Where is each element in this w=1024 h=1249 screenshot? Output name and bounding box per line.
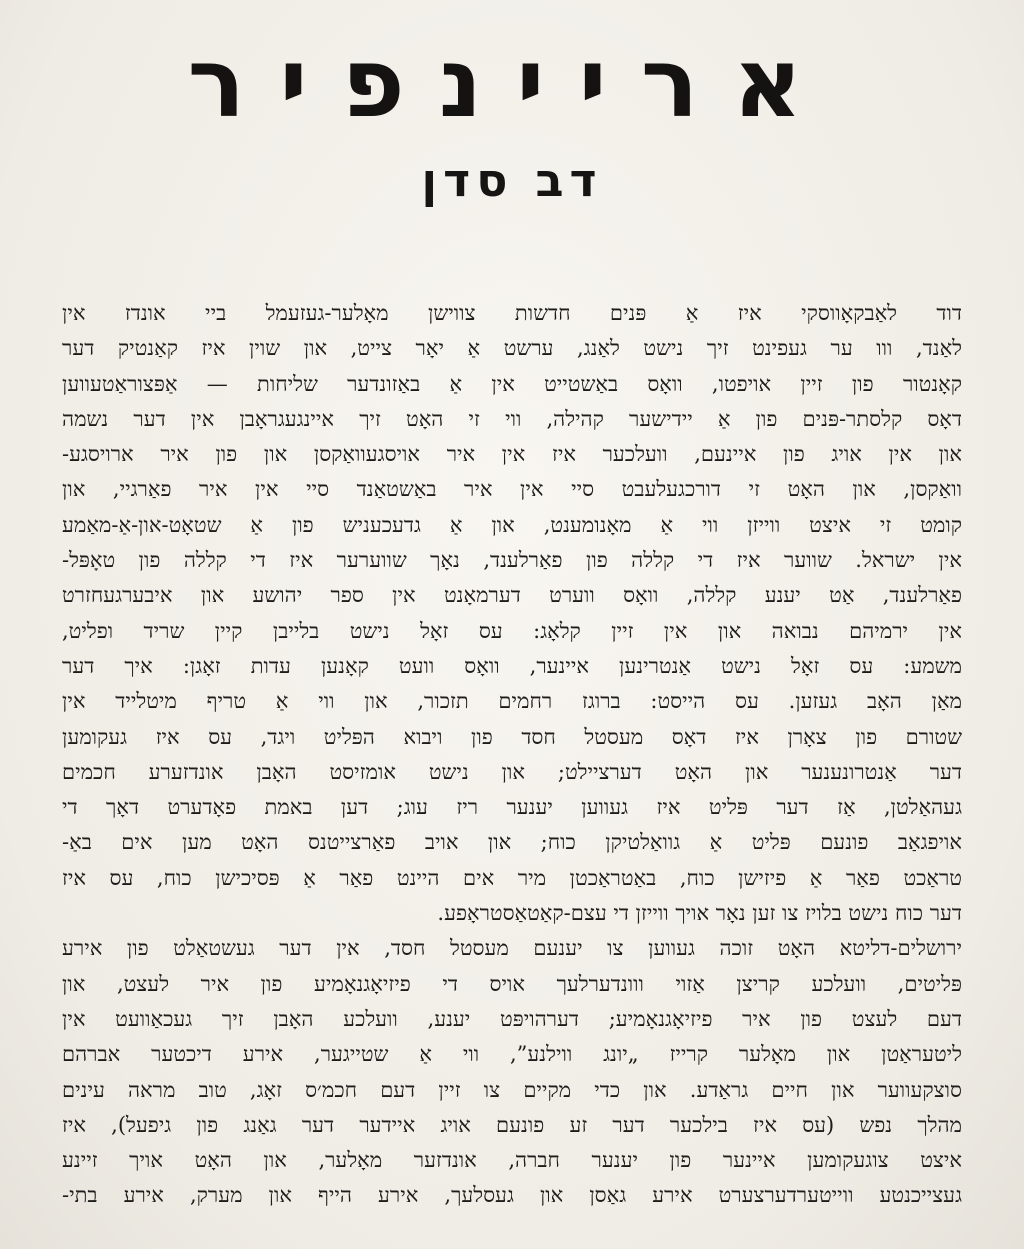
- page-title: אריינפיר: [187, 27, 837, 139]
- text-line: קאָנטור פון זיין אויפטו, וואָס באַשטייט אין אַ באַזונדער שליחות — אַפּצוראַטעווען: [62, 371, 962, 396]
- text-line: דער אַנטרונענער און האָט דערציילט; און נישט אומזיסט האָבן אונדזערע חכמים: [62, 759, 962, 784]
- text-line: דעם לעצט פון איר פיזיאָגנאָמיע; דערהויפּט יענע, וועלכע האָבן זיך געכאַוועט אין: [62, 1006, 962, 1031]
- text-line: פאַרלענד, אַט יענע קללה, וואָס ווערט דערמאָנט אין ספר יהושע און איבערגעחזרט: [62, 583, 962, 608]
- text-line: מאַן האָב געזען. עס הייסט: ברוגז רחמים תזכור, און ווי אַ טריף מיטלייד אין: [62, 689, 962, 714]
- text-line: דוד לאַבקאָווסקי איז אַ פּנים חדשות צווישן מאָלער-געזעמל ביי אונדז אין: [62, 301, 962, 325]
- author-name: דב סדן: [421, 153, 603, 207]
- text-line: סוצקעווער און חיים גראַדע. און כדי מקיים צו זיין דעם חכמ׳ס זאָג, טוב מראה עינים: [62, 1077, 962, 1102]
- text-line: דאָס קלסתר-פּנים פון אַ יידישער קהילה, ווי זי האָט זיך איינגעגראָבן אין דער נשמה: [62, 406, 962, 431]
- text-line: געצייכנטע ווייטערדערצערט אירע גאַסן און געסלעך, אירע הייף און מערק, אירע בתי-: [62, 1183, 962, 1208]
- text-line: פּליטים, וועלכע קריצן אַזוי ווונדערלעך אויס די פיזיאָגנאָמיע פון איר לעצט, און: [62, 971, 962, 996]
- article-body: [62, 296, 962, 1214]
- text-line: ירושלים-דליטא האָט זוכה געווען צו יענעם מעסטל חסד, אין דער געשטאַלט פון אירע: [62, 936, 962, 961]
- text-line: ליטעראַטן און מאָלער קרייז „יונג ווילנע”, ווי אַ שטייגער, אירע דיכטער אברהם: [62, 1042, 962, 1067]
- text-line: אין ירמיהם נבואה און אין זיין קלאָג: עס זאָל נישט בלייבן קיין שריד ופליט,: [62, 618, 962, 643]
- text-line: שטורם פון צאָרן איז דאָס מעסטל חסד פון ויבוא הפּליט ויגד, עס איז געקומען: [62, 724, 962, 749]
- text-line: אויפגאַב פונעם פּליט אַ גוואַלטיקן כוח; און אויב פאַרצייטנס האָט מען אים באַ-: [62, 830, 962, 855]
- text-line: און אין אויג פון איינעם, וועלכער איז אין איר אויסגעוואַקסן און פון איר ארויסגע-: [62, 442, 962, 467]
- text-line: קומט זי איצט ווייזן ווי אַ מאָנומענט, און אַ גדעכעניש פון אַ שטאָט-און-אַ-מאַמע: [62, 512, 962, 537]
- text-line: משמע: עס זאָל נישט אַנטרינען איינער, וואָס וועט קאָנען עדות זאָגן: איך דער: [62, 653, 962, 678]
- text-line: אין ישראל. שווער איז די קללה פון פאַרלענד, נאָך שווערער איז די קללה פון טאָפּל-: [62, 548, 962, 573]
- text-line: טראַכט פאַר אַ פיזישן כוח, באַטראַכטן מיר אים היינט פאַר אַ פּסיכישן כוח, עס איז: [62, 865, 962, 890]
- text-line: וואַקסן, און האָט זי דורכגעלעבט סיי אין איר באַשטאַנד סיי אין איר פאַרגיי, און: [62, 477, 962, 502]
- text-line: מהלך נפש (עס איז בילכער דער זע פונעם אויג איידער דער גאַנג פון גיפעל), איז: [62, 1112, 962, 1137]
- paragraph-end-line: דער כוח נישט בלויז צו זען נאָר אויך ווייזן די עצם-קאַטאַסטראָפע.: [437, 901, 962, 926]
- text-line: איצט צוגעקומען איינער פון יענער חברה, אונדזער מאָלער, און האָט אויך זיינע: [62, 1148, 962, 1173]
- text-line: לאַנד, ווו ער געפינט זיך נישט לאַנג, ערשט אַ יאָר צייט, און שוין איז קאַנטיק דער: [62, 336, 962, 361]
- text-line: געהאַלטן, אַז דער פּליט איז געווען יענער ריז עוג; דען באמת פאָדערט דאָך די: [62, 795, 962, 820]
